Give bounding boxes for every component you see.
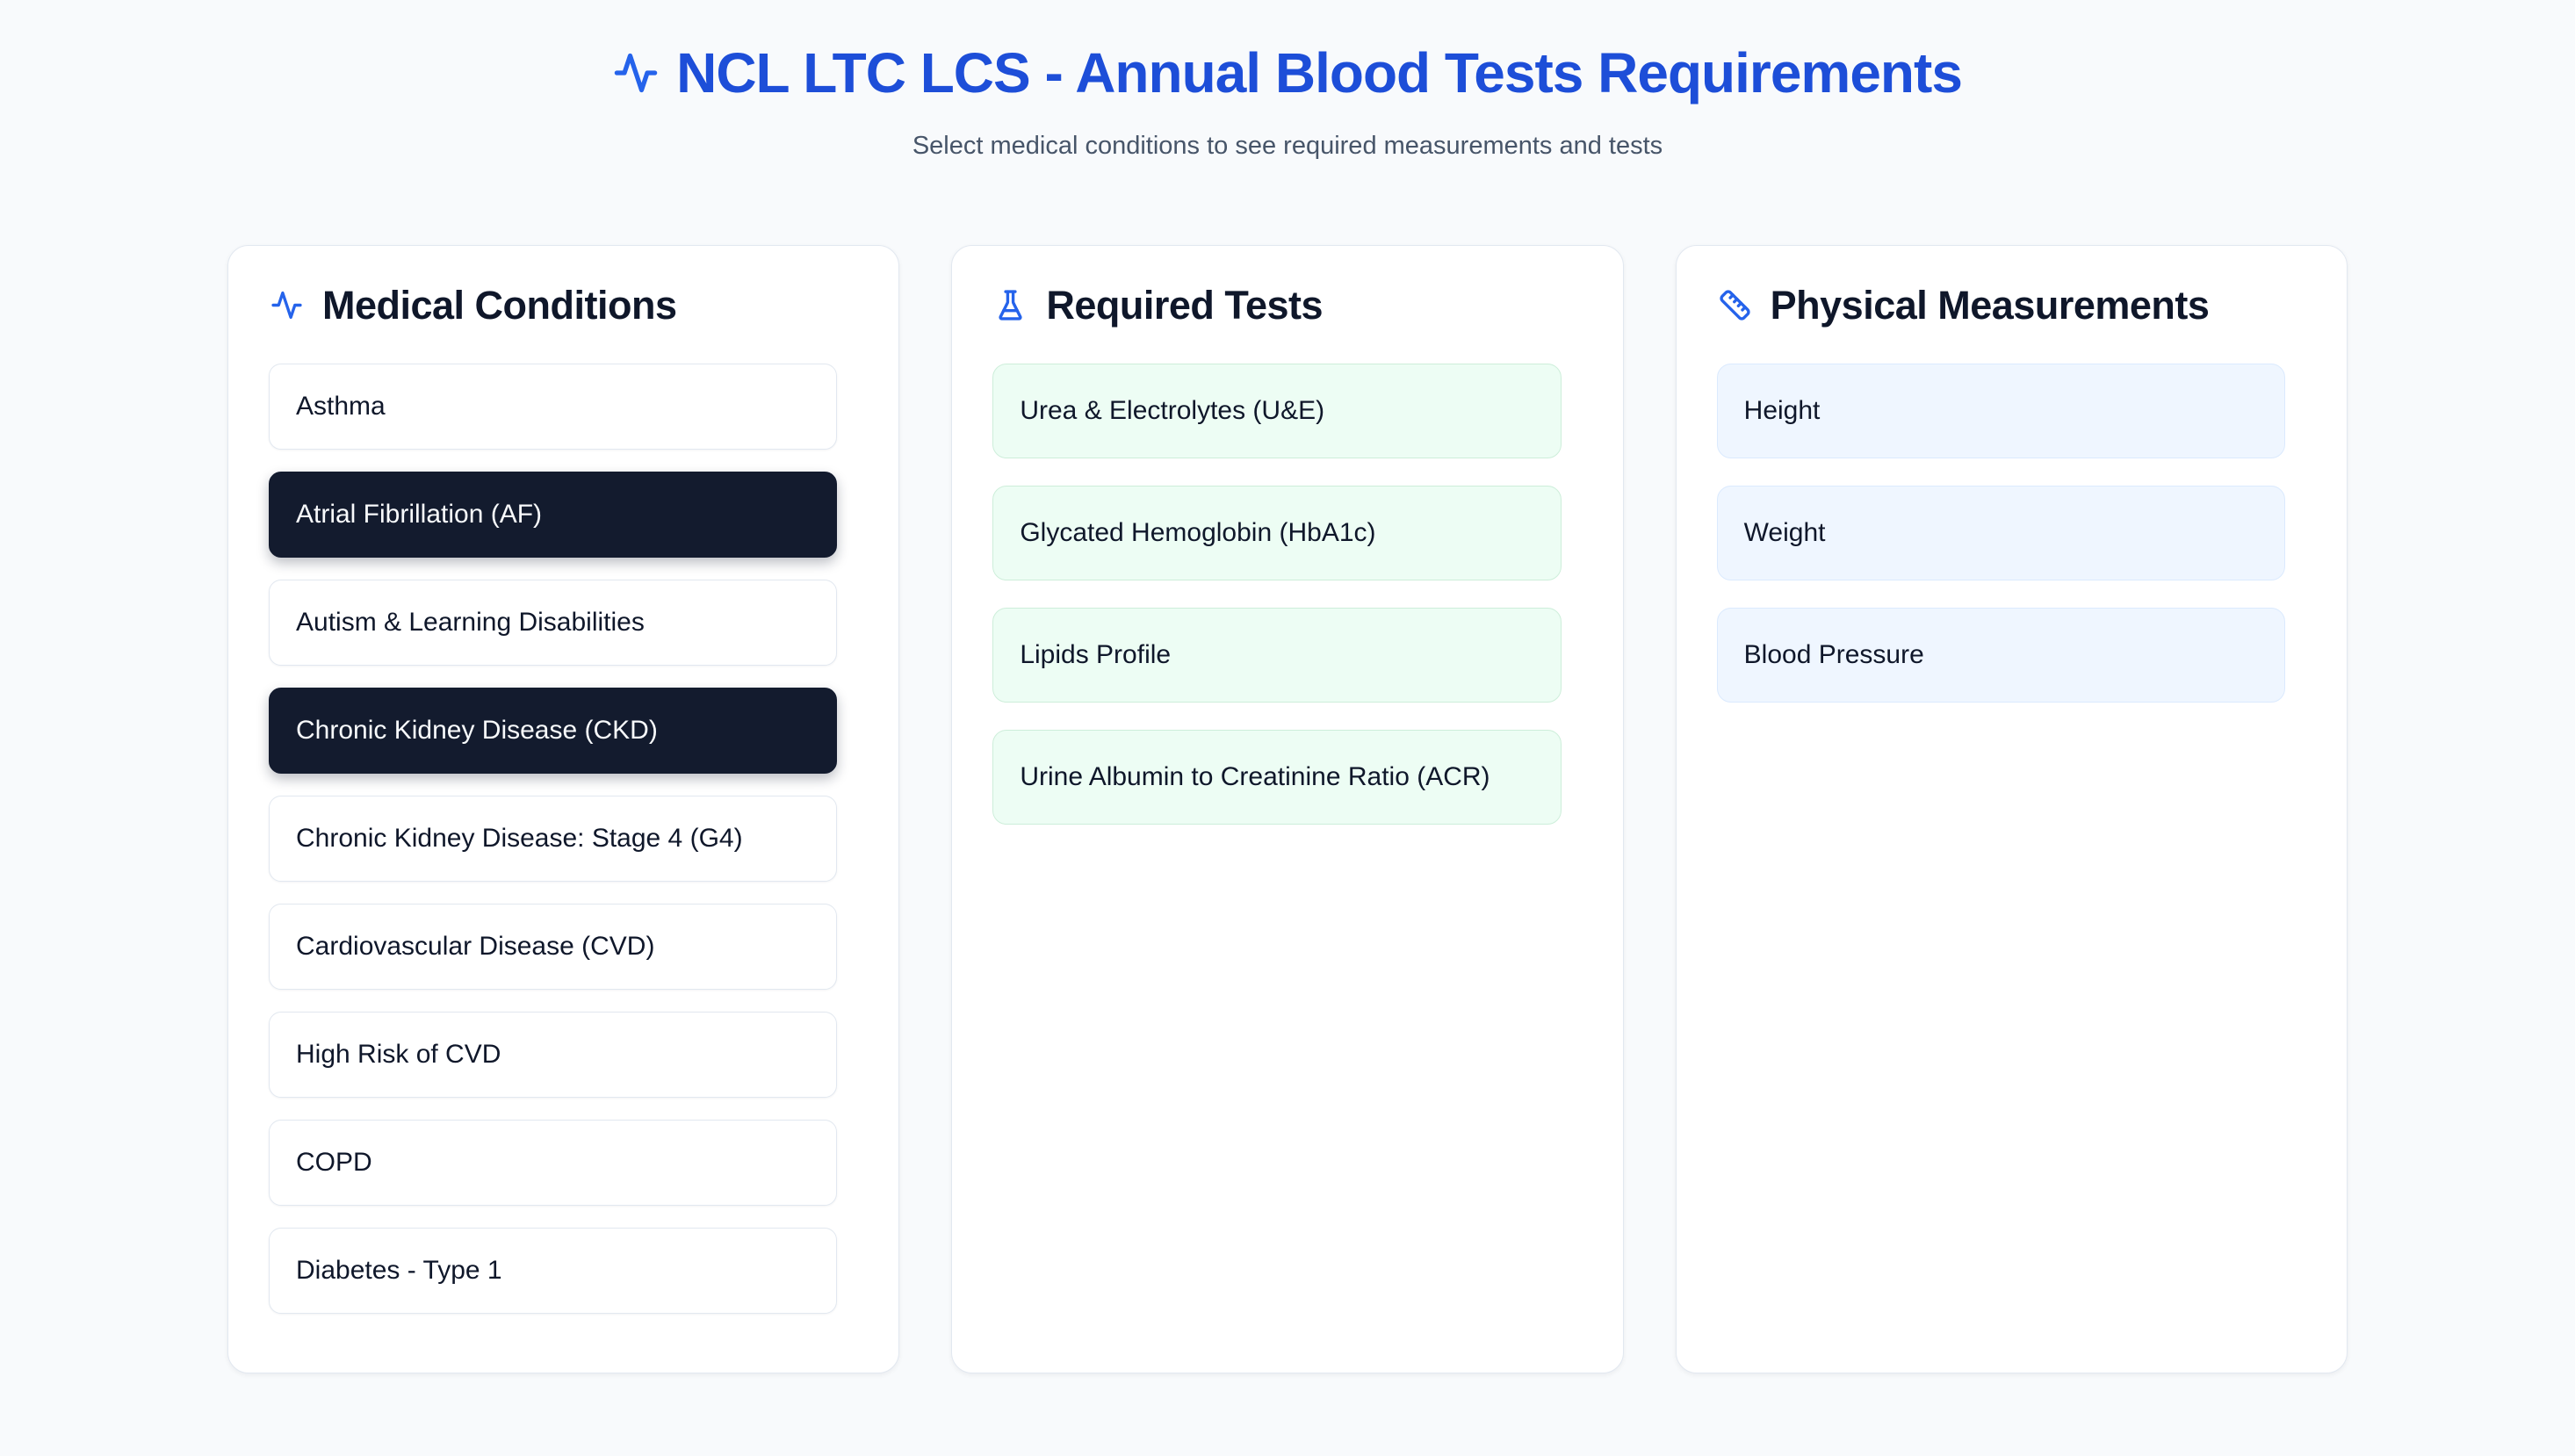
required-tests-panel <box>951 245 1623 1373</box>
condition-item[interactable] <box>269 1228 837 1314</box>
condition-label: Cardiovascular Disease (CVD) <box>296 932 655 962</box>
activity-icon <box>270 289 303 321</box>
condition-label: Diabetes - Type 1 <box>296 1256 502 1286</box>
condition-label: High Risk of CVD <box>296 1040 501 1070</box>
condition-label: Chronic Kidney Disease: Stage 4 (G4) <box>296 824 743 854</box>
condition-item[interactable] <box>269 1120 837 1206</box>
physical-measurements-header <box>1717 283 2285 328</box>
test-item <box>992 364 1561 458</box>
condition-label: Autism & Learning Disabilities <box>296 608 645 638</box>
test-label: Urine Albumin to Creatinine Ratio (ACR) <box>1020 762 1490 792</box>
measurement-label: Weight <box>1743 518 1826 548</box>
medical-conditions-title: Medical Conditions <box>322 282 677 328</box>
condition-item[interactable] <box>269 580 837 666</box>
page-header <box>0 0 2575 161</box>
page-subtitle: Select medical conditions to see required measurements and tests <box>912 131 1663 160</box>
measurement-item <box>1717 608 2285 703</box>
condition-item[interactable] <box>269 472 837 558</box>
required-tests-header <box>992 283 1561 328</box>
measurement-item <box>1717 364 2285 458</box>
condition-label: Chronic Kidney Disease (CKD) <box>296 716 658 746</box>
conditions-list <box>269 364 837 1314</box>
title-row <box>0 40 2575 107</box>
condition-item[interactable] <box>269 364 837 450</box>
test-item <box>992 608 1561 703</box>
condition-item[interactable] <box>269 796 837 882</box>
test-item <box>992 486 1561 580</box>
medical-conditions-panel <box>227 245 899 1373</box>
condition-item[interactable] <box>269 1012 837 1098</box>
condition-item[interactable] <box>269 904 837 990</box>
condition-label: Atrial Fibrillation (AF) <box>296 500 543 530</box>
test-label: Glycated Hemoglobin (HbA1c) <box>1020 518 1376 548</box>
content-columns <box>227 245 2348 1373</box>
measurements-list <box>1717 364 2285 703</box>
flask-icon <box>994 289 1027 321</box>
test-label: Urea & Electrolytes (U&E) <box>1020 396 1325 426</box>
page-title: NCL LTC LCS - Annual Blood Tests Requirements <box>676 41 1962 105</box>
test-item <box>992 730 1561 825</box>
condition-label: Asthma <box>296 392 386 422</box>
measurement-label: Blood Pressure <box>1743 640 1924 670</box>
physical-measurements-title: Physical Measurements <box>1770 282 2210 328</box>
activity-icon <box>613 50 659 96</box>
condition-label: COPD <box>296 1148 372 1178</box>
measurement-label: Height <box>1743 396 1821 426</box>
test-label: Lipids Profile <box>1020 640 1172 670</box>
required-tests-title: Required Tests <box>1046 282 1324 328</box>
ruler-icon <box>1719 289 1751 321</box>
physical-measurements-panel <box>1676 245 2348 1373</box>
condition-item[interactable] <box>269 688 837 774</box>
medical-conditions-header <box>269 283 837 328</box>
measurement-item <box>1717 486 2285 580</box>
tests-list <box>992 364 1561 825</box>
